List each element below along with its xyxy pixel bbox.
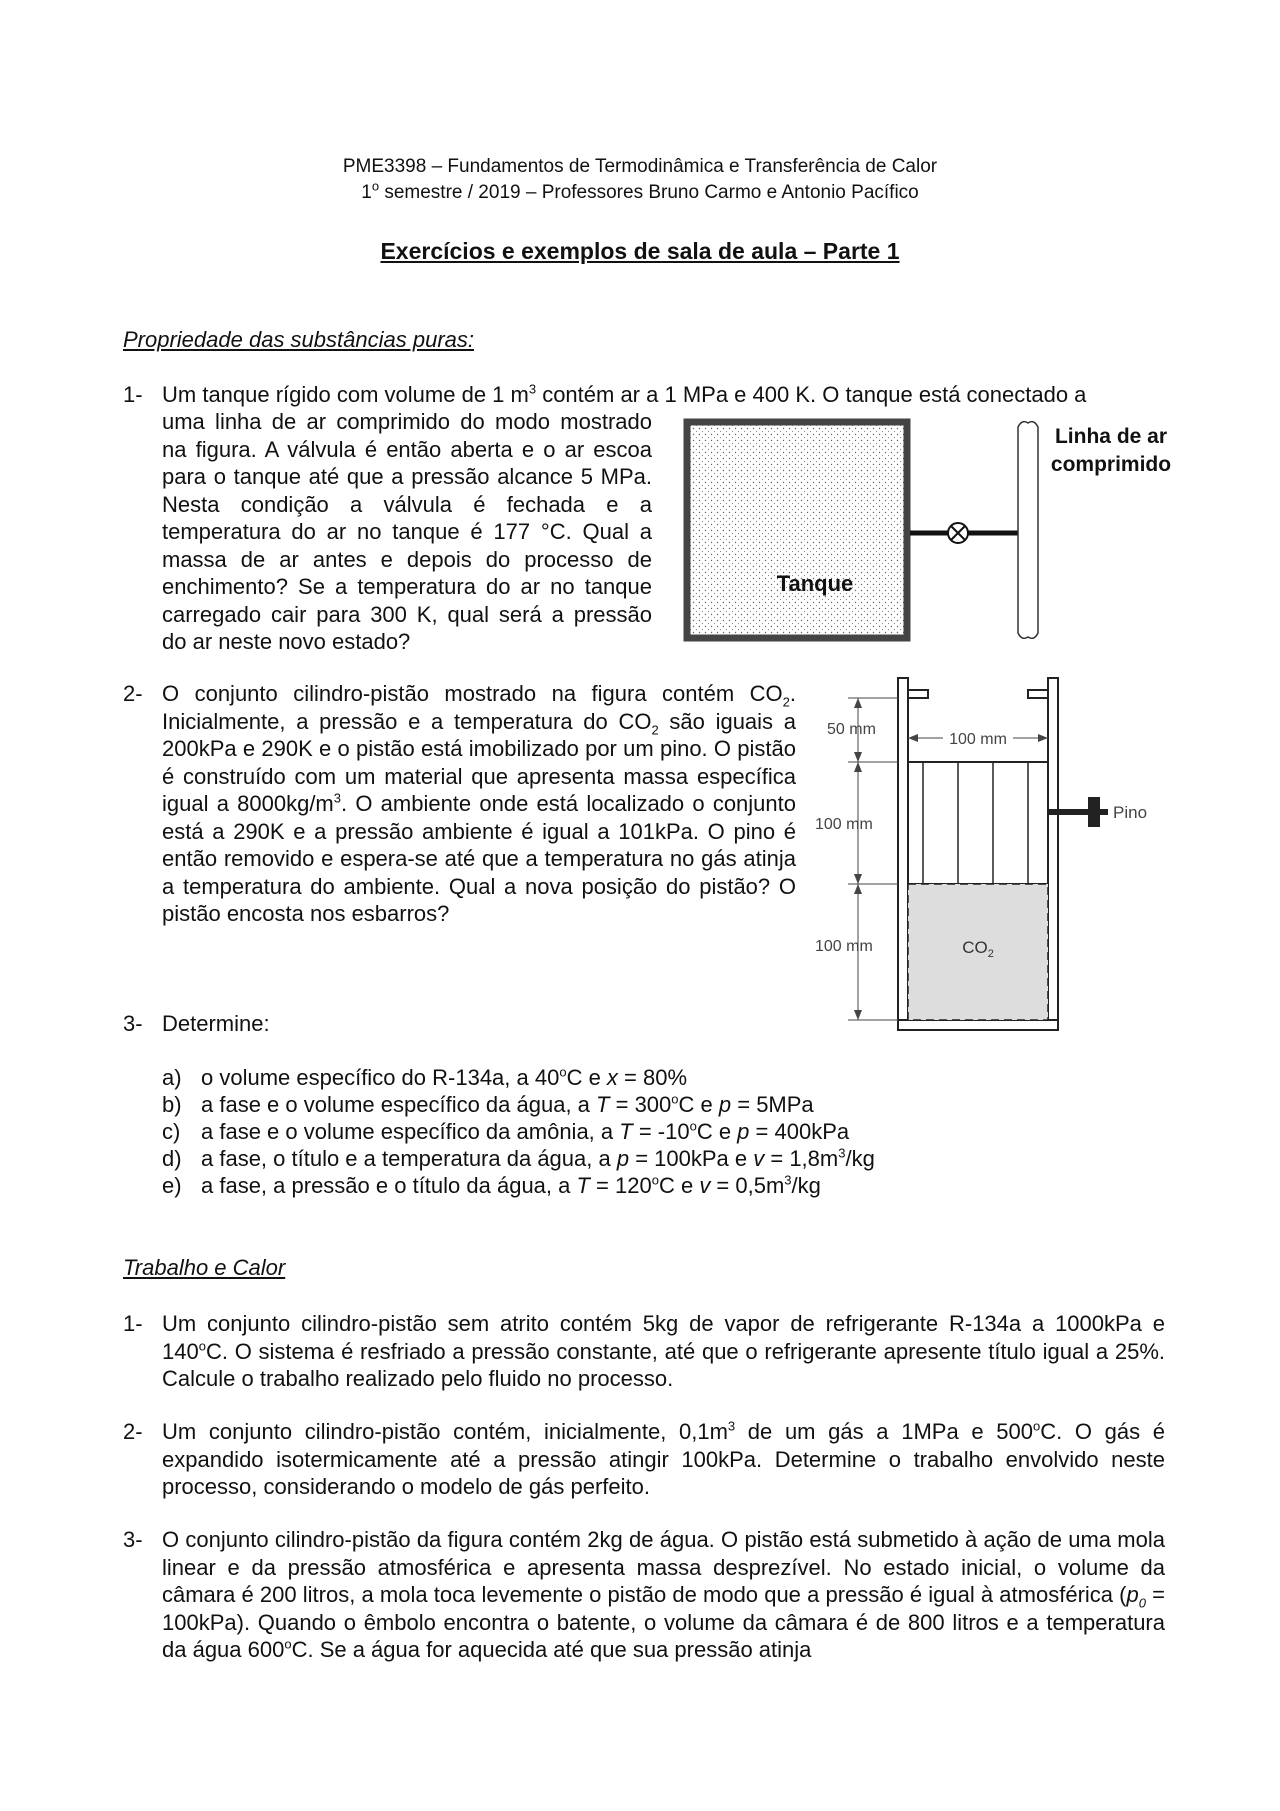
air-line-label-2: comprimido <box>1050 453 1172 476</box>
question-1-body: uma linha de ar comprimido do modo mostrado na figura. A válvula é então aberta e o ar escoa para o tanque até que a pressão alcance 5 MPa. Nesta condição a válvula é fechada e a temperatura do ar no tanque é 177 °C. Qual a massa de ar antes e depois do processo de enchimento? Se a temperatura do ar no tanque carregado cair para 300 K, qual será a pressão do ar neste novo estado? <box>162 409 652 654</box>
list-item-e: e) a fase, a pressão e o título da água, a $T = 120^oC$ e $v = 0,5m^3/kg$ <box>162 1172 821 1198</box>
course-line: PME3398 – Fundamentos de Termodinâmica e Transferência de Calor <box>342 156 938 177</box>
list-item-a: a) o volume específico do R-134a, a 40$^o$C e x = 80% <box>162 1064 688 1090</box>
question-number: 1- <box>123 1311 143 1336</box>
dim-width: 100 mm <box>949 731 1007 748</box>
question-number: 2- <box>123 681 143 706</box>
cylinder-piston-figure <box>815 670 1175 1040</box>
tank-figure <box>680 415 1180 655</box>
upper-stop <box>1028 690 1048 698</box>
air-line-label-1: Linha de ar <box>1054 425 1168 448</box>
work-question-1: Um conjunto cilindro-pistão sem atrito contém 5kg de vapor de refrigerante R-134a a 1000kPa e 140$^o$C. O sistema é resfriado a pressão constante, até que o refrigerante apresente título igual a 25%. Calcule o trabalho realizado pelo fluido no processo. <box>162 1311 1165 1391</box>
question-1-line1: Um tanque rígido com volume de 1 $m^3$ contém ar a 1 MPa e 400 K. O tanque está conectado a <box>162 381 1087 407</box>
question-2-body: O conjunto cilindro-pistão mostrado na figura contém $CO_2$. Inicialmente, a pressão e a temperatura do $CO_2$ são iguais a 200kPa e 290K e o pistão está imobilizado por um pino. O pistão é construído com um material que apresenta massa específica igual a $8000kg/m^3$. O ambiente onde está localizado o conjunto está a 290K e a pressão ambiente é igual a 101kPa. O pino é então removido e espera-se até que a temperatura no gás atinja a temperatura do ambiente. Qual a nova posição do pistão? O pistão encosta nos esbarros? <box>162 681 796 926</box>
dim-bot: 100 mm <box>815 938 873 955</box>
upper-stop <box>908 690 928 698</box>
question-number: 3- <box>123 1011 143 1036</box>
work-question-2: Um conjunto cilindro-pistão contém, inicialmente, $0,1m^3$ de um gás a 1MPa e 500$^o$C. O gás é expandido isotermicamente até a pressão atingir 100kPa. Determine o trabalho envolvido neste processo, considerando o modelo de gás perfeito. <box>162 1418 1166 1499</box>
question-number: 2- <box>123 1419 143 1444</box>
section-heading-work-heat: Trabalho e Calor <box>123 1255 286 1280</box>
list-item-d: d) a fase, o título e a temperatura da água, a p = 100kPa e $v = 1,8m^3/kg$ <box>162 1145 875 1171</box>
dim-top: 50 mm <box>827 721 876 738</box>
tank-body <box>687 422 907 638</box>
work-question-3: O conjunto cilindro-pistão da figura contém 2kg de água. O pistão está submetido à ação de uma mola linear e da pressão atmosférica e apresenta massa desprezível. No estado inicial, o volume da câmara é 200 litros, a mola toca levemente o pistão de modo que a pressão é igual à atmosférica $(p_0 = 100kPa)$. Quando o êmbolo encontra o batente, o volume da câmara é de 800 litros e a temperatura da água 600$^o$C. Se a água for aquecida até que sua pressão atinja <box>162 1527 1165 1662</box>
piston <box>908 762 1048 884</box>
pin-label: Pino <box>1113 803 1148 822</box>
question-3-intro: Determine: <box>162 1011 270 1036</box>
question-number: 3- <box>123 1527 143 1552</box>
semester-line: 1$^o$ semestre / 2019 – Professores Bruno Carmo e Antonio Pacífico <box>361 178 919 203</box>
page-title: Exercícios e exemplos de sala de aula – Parte 1 <box>380 238 900 264</box>
dim-mid: 100 mm <box>815 816 873 833</box>
tank-label: Tanque <box>776 571 854 596</box>
question-number: 1- <box>123 382 143 407</box>
list-item-b: b) a fase e o volume específico da água, a $T = 300^oC$ e p = 5MPa <box>162 1091 814 1117</box>
gas-label: $CO_2$ <box>962 938 994 960</box>
list-item-c: c) a fase e o volume específico da amônia, a $T = -10^oC$ e p = 400kPa <box>162 1118 850 1144</box>
compressed-air-line <box>1018 422 1038 639</box>
section-heading-properties: Propriedade das substâncias puras: <box>123 327 474 352</box>
